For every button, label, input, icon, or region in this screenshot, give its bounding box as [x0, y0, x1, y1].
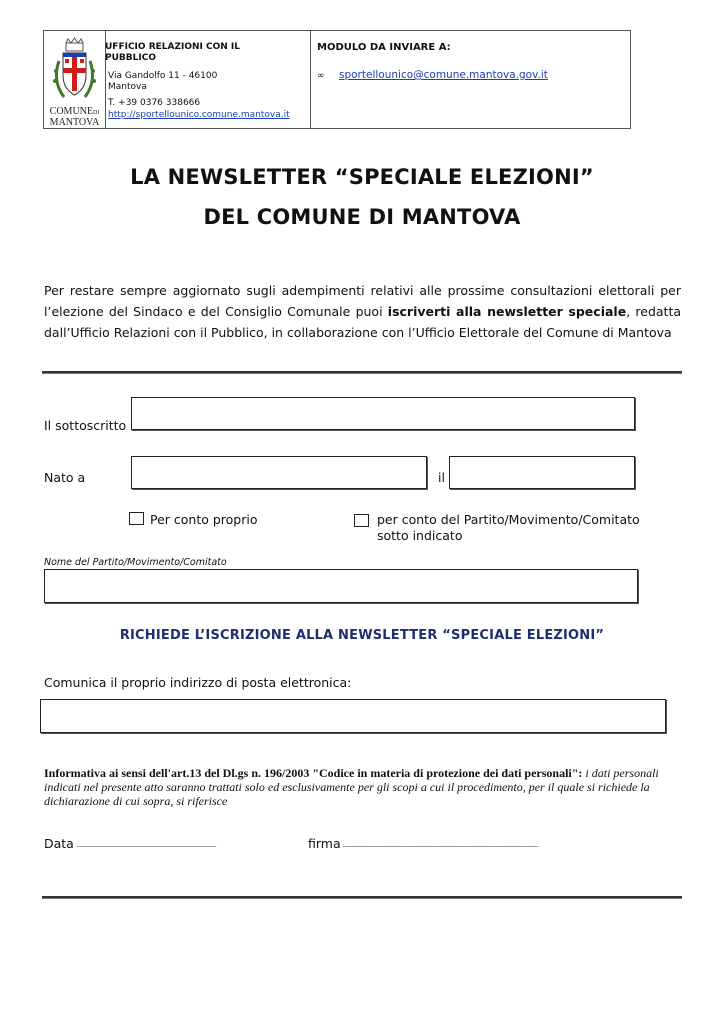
send-to-cell — [310, 31, 630, 128]
request-heading: RICHIEDE L’ISCRIZIONE ALLA NEWSLETTER “SPECIALE ELEZIONI” — [119, 628, 605, 643]
privacy-notice — [44, 766, 684, 808]
logo-text-di: DI — [93, 110, 100, 116]
signature-label: firma — [308, 836, 341, 851]
logo-text-comune: COMUNE — [49, 106, 93, 117]
nato-input[interactable] — [131, 456, 427, 489]
per-conto-proprio-label: Per conto proprio — [150, 512, 258, 527]
sottoscritto-input[interactable] — [131, 397, 635, 430]
per-conto-partito-label — [377, 512, 640, 544]
il-label: il — [438, 470, 445, 485]
office-phone: T. +39 0376 338666 — [108, 98, 201, 108]
office-website-link[interactable]: http://sportellounico.comune.mantova.it — [108, 110, 290, 120]
infinity-bullet-icon: ∞ — [317, 71, 325, 81]
privacy-notice-italic: i dati personali indicati nel presente atto saranno trattati solo ed esclusivamente per gli scopi a cui il procedimento, per il quale si richiede la dichiarazione di cui sopra, si riferisce — [44, 766, 659, 808]
divider-top — [42, 371, 682, 374]
privacy-notice-bold: Informativa ai sensi dell'art.13 del Dl.gs n. 196/2003 "Codice in materia di protezione dei dati personali": — [44, 766, 583, 780]
intro-text-end: , redatta dall’Ufficio Relazioni con il Pubblico, in collaborazione con l’Ufficio Elettorale del Comune di Mantova — [44, 304, 682, 340]
per-conto-proprio-checkbox[interactable] — [129, 512, 144, 525]
logo-text-mantova: MANTOVA — [49, 117, 100, 128]
send-to-email-link[interactable]: sportellounico@comune.mantova.gov.it — [339, 69, 548, 81]
intro-text-start: Per restare sempre aggiornato sugli adempimenti relativi alle prossime consultazioni elettorali per l’elezione del Sindaco e del Consiglio Comunale puoi — [44, 283, 681, 319]
per-conto-partito-label-line1: per conto del Partito/Movimento/Comitato — [377, 512, 640, 527]
sottoscritto-label: Il sottoscritto — [44, 418, 127, 433]
page-title-line2: DEL COMUNE DI MANTOVA — [203, 205, 521, 229]
intro-text-bold: iscriverti alla newsletter speciale — [387, 304, 627, 319]
il-date-input[interactable] — [449, 456, 635, 489]
office-address: Via Gandolfo 11 - 46100 Mantova — [108, 71, 218, 92]
partito-input[interactable] — [44, 569, 638, 603]
header-table — [43, 30, 631, 129]
intro-paragraph — [44, 280, 681, 343]
page-title-line1: LA NEWSLETTER “SPECIALE ELEZIONI” — [130, 165, 594, 189]
date-line[interactable]: ___________________________ — [77, 836, 216, 847]
logo-text — [44, 107, 105, 128]
office-title: UFFICIO RELAZIONI CON IL PUBBLICO — [105, 42, 241, 63]
email-label: Comunica il proprio indirizzo di posta elettronica: — [44, 675, 352, 690]
logo-cell — [44, 31, 106, 128]
divider-bottom — [42, 896, 682, 899]
partito-label: Nome del Partito/Movimento/Comitato — [44, 557, 227, 568]
nato-label: Nato a — [44, 470, 86, 485]
office-cell — [105, 31, 311, 128]
per-conto-partito-checkbox[interactable] — [354, 514, 369, 527]
email-input[interactable] — [40, 699, 666, 733]
send-to-label: MODULO DA INVIARE A: — [317, 42, 451, 53]
per-conto-partito-label-line2: sotto indicato — [377, 528, 463, 543]
signature-line[interactable]: __________________________________________ — [343, 836, 538, 847]
date-label: Data — [44, 836, 74, 851]
